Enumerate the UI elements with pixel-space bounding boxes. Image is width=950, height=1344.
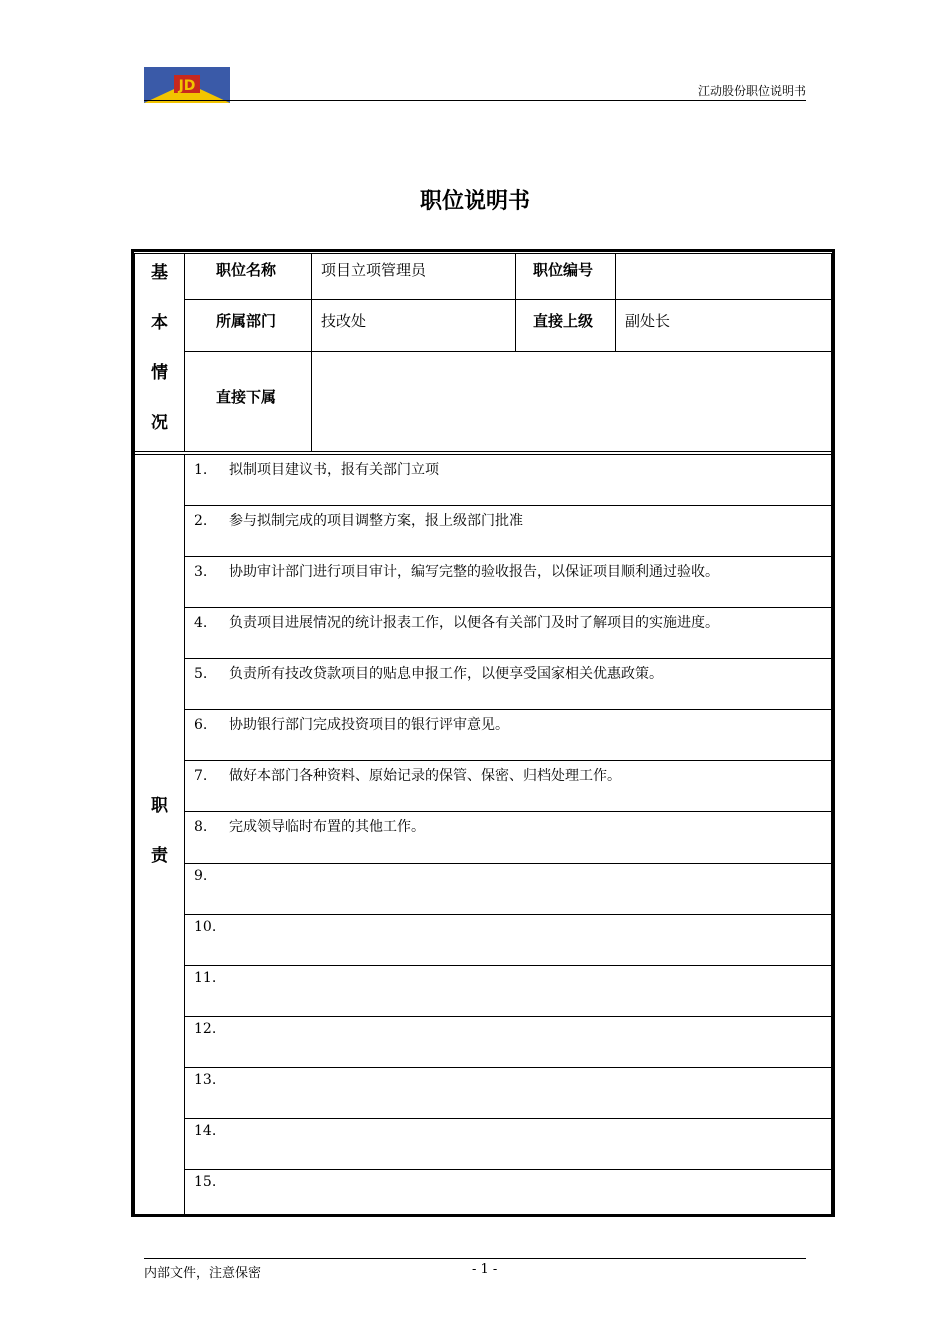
- duty-text: 负责项目进展情况的统计报表工作，以便各有关部门及时了解项目的实施进度。: [229, 615, 719, 632]
- header-rule: [144, 100, 806, 101]
- duty-row-divider: [184, 914, 831, 915]
- header-doc-title: 江动股份职位说明书: [697, 84, 806, 98]
- page-number: - 1 -: [472, 1262, 498, 1277]
- basic-section-label-2: 本: [151, 313, 168, 333]
- basic-section-label-4: 况: [151, 413, 168, 433]
- duty-row-divider: [184, 556, 831, 557]
- duty-row-divider: [184, 1067, 831, 1068]
- duty-number: 8.: [194, 819, 208, 836]
- duty-text: 负责所有技改贷款项目的贴息申报工作，以便享受国家相关优惠政策。: [229, 666, 663, 683]
- confidential-note: 内部文件，注意保密: [144, 1266, 262, 1281]
- department-value: 技改处: [321, 312, 367, 330]
- duty-text: 协助审计部门进行项目审计，编写完整的验收报告，以保证项目顺利通过验收。: [229, 564, 719, 581]
- superior-value: 副处长: [625, 312, 671, 330]
- duty-number: 11.: [194, 969, 217, 986]
- page-title: 职位说明书: [419, 189, 530, 214]
- duty-item: [194, 663, 663, 683]
- duty-item: [194, 868, 229, 884]
- duty-number: 2.: [194, 513, 208, 530]
- duty-number: 7.: [194, 768, 208, 785]
- duty-item: [194, 1021, 229, 1037]
- basic-section-label-1: 基: [151, 263, 168, 283]
- duty-number: 4.: [194, 615, 208, 632]
- duty-text: 做好本部门各种资料、原始记录的保管、保密、归档处理工作。: [229, 768, 621, 785]
- duty-text: 协助银行部门完成投资项目的银行评审意见。: [229, 717, 509, 734]
- duty-item: [194, 919, 229, 935]
- duty-item: [194, 459, 439, 479]
- department-label: 所属部门: [216, 312, 277, 330]
- duty-row-divider: [184, 811, 831, 812]
- duty-number: 3.: [194, 564, 208, 581]
- position-code-label: 职位编号: [533, 261, 594, 279]
- duty-row-divider: [184, 1118, 831, 1119]
- footer-rule: [144, 1258, 806, 1259]
- duty-number: 12.: [194, 1020, 217, 1037]
- duty-item: [194, 765, 621, 785]
- duty-row-divider: [184, 505, 831, 506]
- duty-number: 13.: [194, 1071, 217, 1088]
- duty-row-divider: [184, 658, 831, 659]
- duty-number: 15.: [194, 1173, 217, 1190]
- duties-section-label-2: 责: [151, 846, 168, 866]
- duty-item: [194, 561, 719, 581]
- duty-row-divider: [184, 863, 831, 864]
- duty-number: 9.: [194, 867, 208, 884]
- duty-item: [194, 1123, 229, 1139]
- duty-text: 参与拟制完成的项目调整方案，报上级部门批准: [229, 513, 523, 530]
- duties-section-label-1: 职: [151, 796, 168, 816]
- duty-number: 6.: [194, 717, 208, 734]
- duty-item: [194, 970, 229, 986]
- duty-item: [194, 612, 719, 632]
- duty-row-divider: [184, 1169, 831, 1170]
- duty-number: 5.: [194, 666, 208, 683]
- duty-number: 1.: [194, 462, 208, 478]
- duty-text: 拟制项目建议书，报有关部门立项: [229, 462, 439, 478]
- duty-text: 完成领导临时布置的其他工作。: [229, 819, 425, 836]
- duty-item: [194, 714, 509, 734]
- duty-item: [194, 1072, 229, 1088]
- duty-row-divider: [184, 760, 831, 761]
- duty-row-divider: [184, 1016, 831, 1017]
- duty-row-divider: [184, 965, 831, 966]
- basic-section-label-3: 情: [151, 363, 168, 383]
- subordinate-label: 直接下属: [216, 388, 277, 406]
- position-name-label: 职位名称: [216, 261, 277, 279]
- duty-item: [194, 1174, 229, 1190]
- duty-number: 14.: [194, 1122, 217, 1139]
- duty-item: [194, 816, 425, 836]
- position-name-value: 项目立项管理员: [321, 261, 427, 279]
- logo-text: JD: [178, 78, 196, 94]
- duty-number: 10.: [194, 918, 217, 935]
- duty-row-divider: [184, 607, 831, 608]
- company-logo: [144, 67, 230, 103]
- superior-label: 直接上级: [533, 312, 594, 330]
- duty-item: [194, 510, 523, 530]
- duty-row-divider: [184, 709, 831, 710]
